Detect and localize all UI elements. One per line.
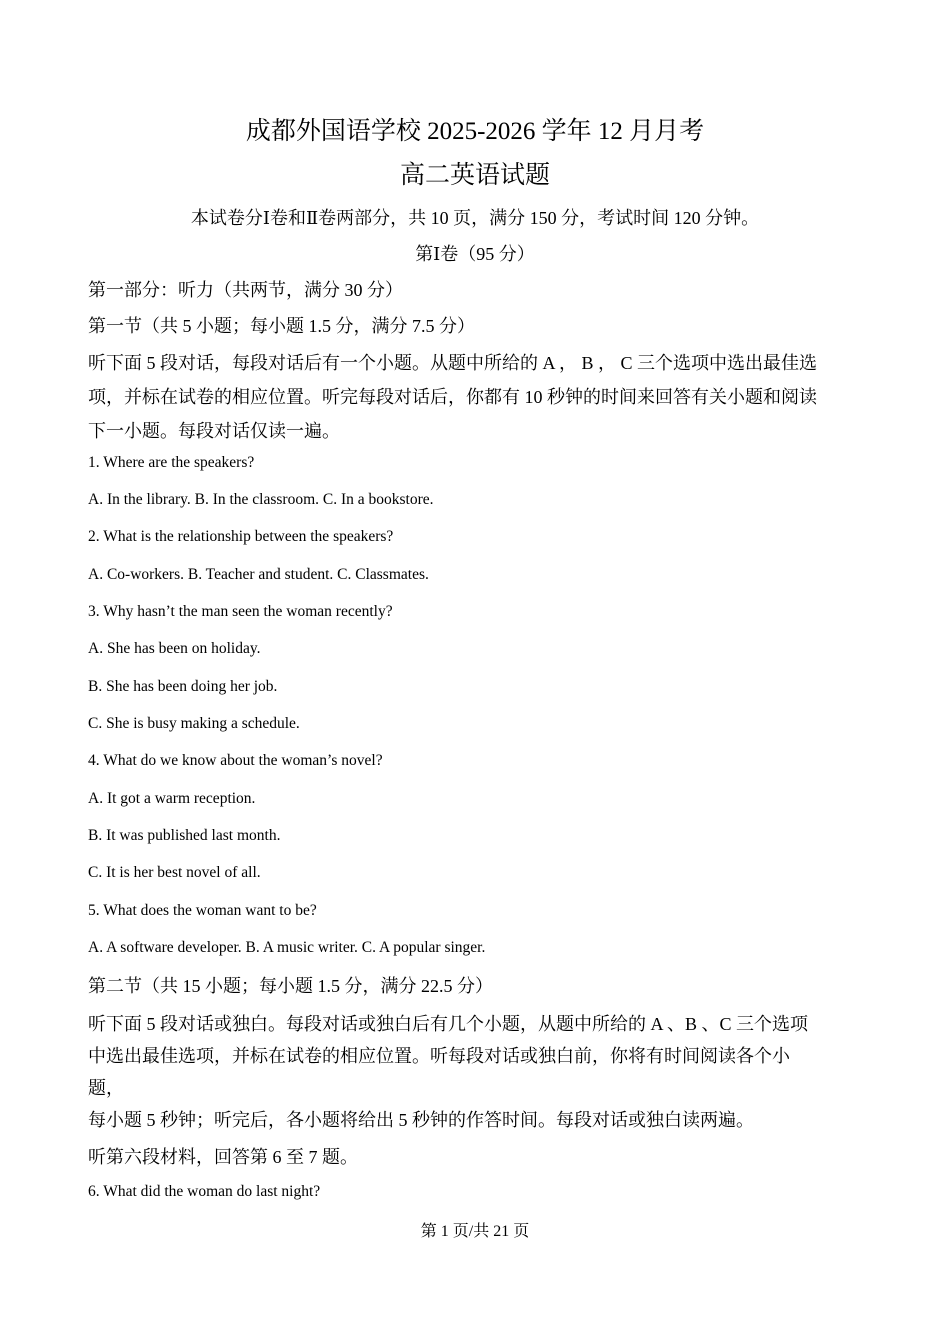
question-option: A. In the library. B. In the classroom. C. In a bookstore. xyxy=(88,491,434,508)
instruction-line: 中选出最佳选项，并标在试卷的相应位置。听每段对话或独白前，你将有时间阅读各个小 xyxy=(88,1046,790,1066)
part1-heading: 第一部分：听力（共两节，满分 30 分） xyxy=(88,280,403,300)
question-option: B. She has been doing her job. xyxy=(88,678,278,695)
exam-info: 本试卷分Ⅰ卷和Ⅱ卷两部分，共 10 页，满分 150 分，考试时间 120 分钟。 xyxy=(190,208,760,228)
section2-heading: 第二节（共 15 小题；每小题 1.5 分，满分 22.5 分） xyxy=(88,976,493,996)
instruction-line: 题， xyxy=(88,1078,124,1098)
question-stem: 3. Why hasn’t the man seen the woman recently? xyxy=(88,603,393,620)
question-option: A. She has been on holiday. xyxy=(88,640,261,657)
instruction-line: 下一小题。每段对话仅读一遍。 xyxy=(88,421,340,441)
exam-title: 成都外国语学校 2025-2026 学年 12 月月考 xyxy=(245,118,705,145)
exam-subtitle: 高二英语试题 xyxy=(399,162,550,189)
question-option: B. It was published last month. xyxy=(88,827,281,844)
instruction-line: 听下面 5 段对话或独白。每段对话或独白后有几个小题，从题中所给的 A 、B 、C 三个选项 xyxy=(88,1014,809,1034)
instruction-line: 项，并标在试卷的相应位置。听完每段对话后，你都有 10 秒钟的时间来回答有关小题和阅读 xyxy=(88,387,817,407)
question-option: C. It is her best novel of all. xyxy=(88,864,261,881)
section1-heading: 第一节（共 5 小题；每小题 1.5 分，满分 7.5 分） xyxy=(88,316,475,336)
question-stem: 6. What did the woman do last night? xyxy=(88,1183,321,1200)
page-footer: 第 1 页/共 21 页 xyxy=(420,1223,530,1240)
question-option: A. A software developer. B. A music writer. C. A popular singer. xyxy=(88,939,486,956)
question-stem: 4. What do we know about the woman’s novel? xyxy=(88,752,383,769)
question-stem: 5. What does the woman want to be? xyxy=(88,902,317,919)
question-option: A. Co-workers. B. Teacher and student. C. Classmates. xyxy=(88,566,429,583)
question-option: A. It got a warm reception. xyxy=(88,790,256,807)
instruction-line: 每小题 5 秒钟；听完后，各小题将给出 5 秒钟的作答时间。每段对话或独白读两遍。 xyxy=(88,1110,754,1130)
volume-heading: 第Ⅰ卷（95 分） xyxy=(415,244,535,264)
question-stem: 1. Where are the speakers? xyxy=(88,454,255,471)
question-option: C. She is busy making a schedule. xyxy=(88,715,300,732)
instruction-line: 听下面 5 段对话，每段对话后有一个小题。从题中所给的 A ， B ， C 三个选项中选出最佳选 xyxy=(88,353,818,373)
material-heading: 听第六段材料，回答第 6 至 7 题。 xyxy=(88,1147,358,1167)
question-stem: 2. What is the relationship between the speakers? xyxy=(88,528,394,545)
